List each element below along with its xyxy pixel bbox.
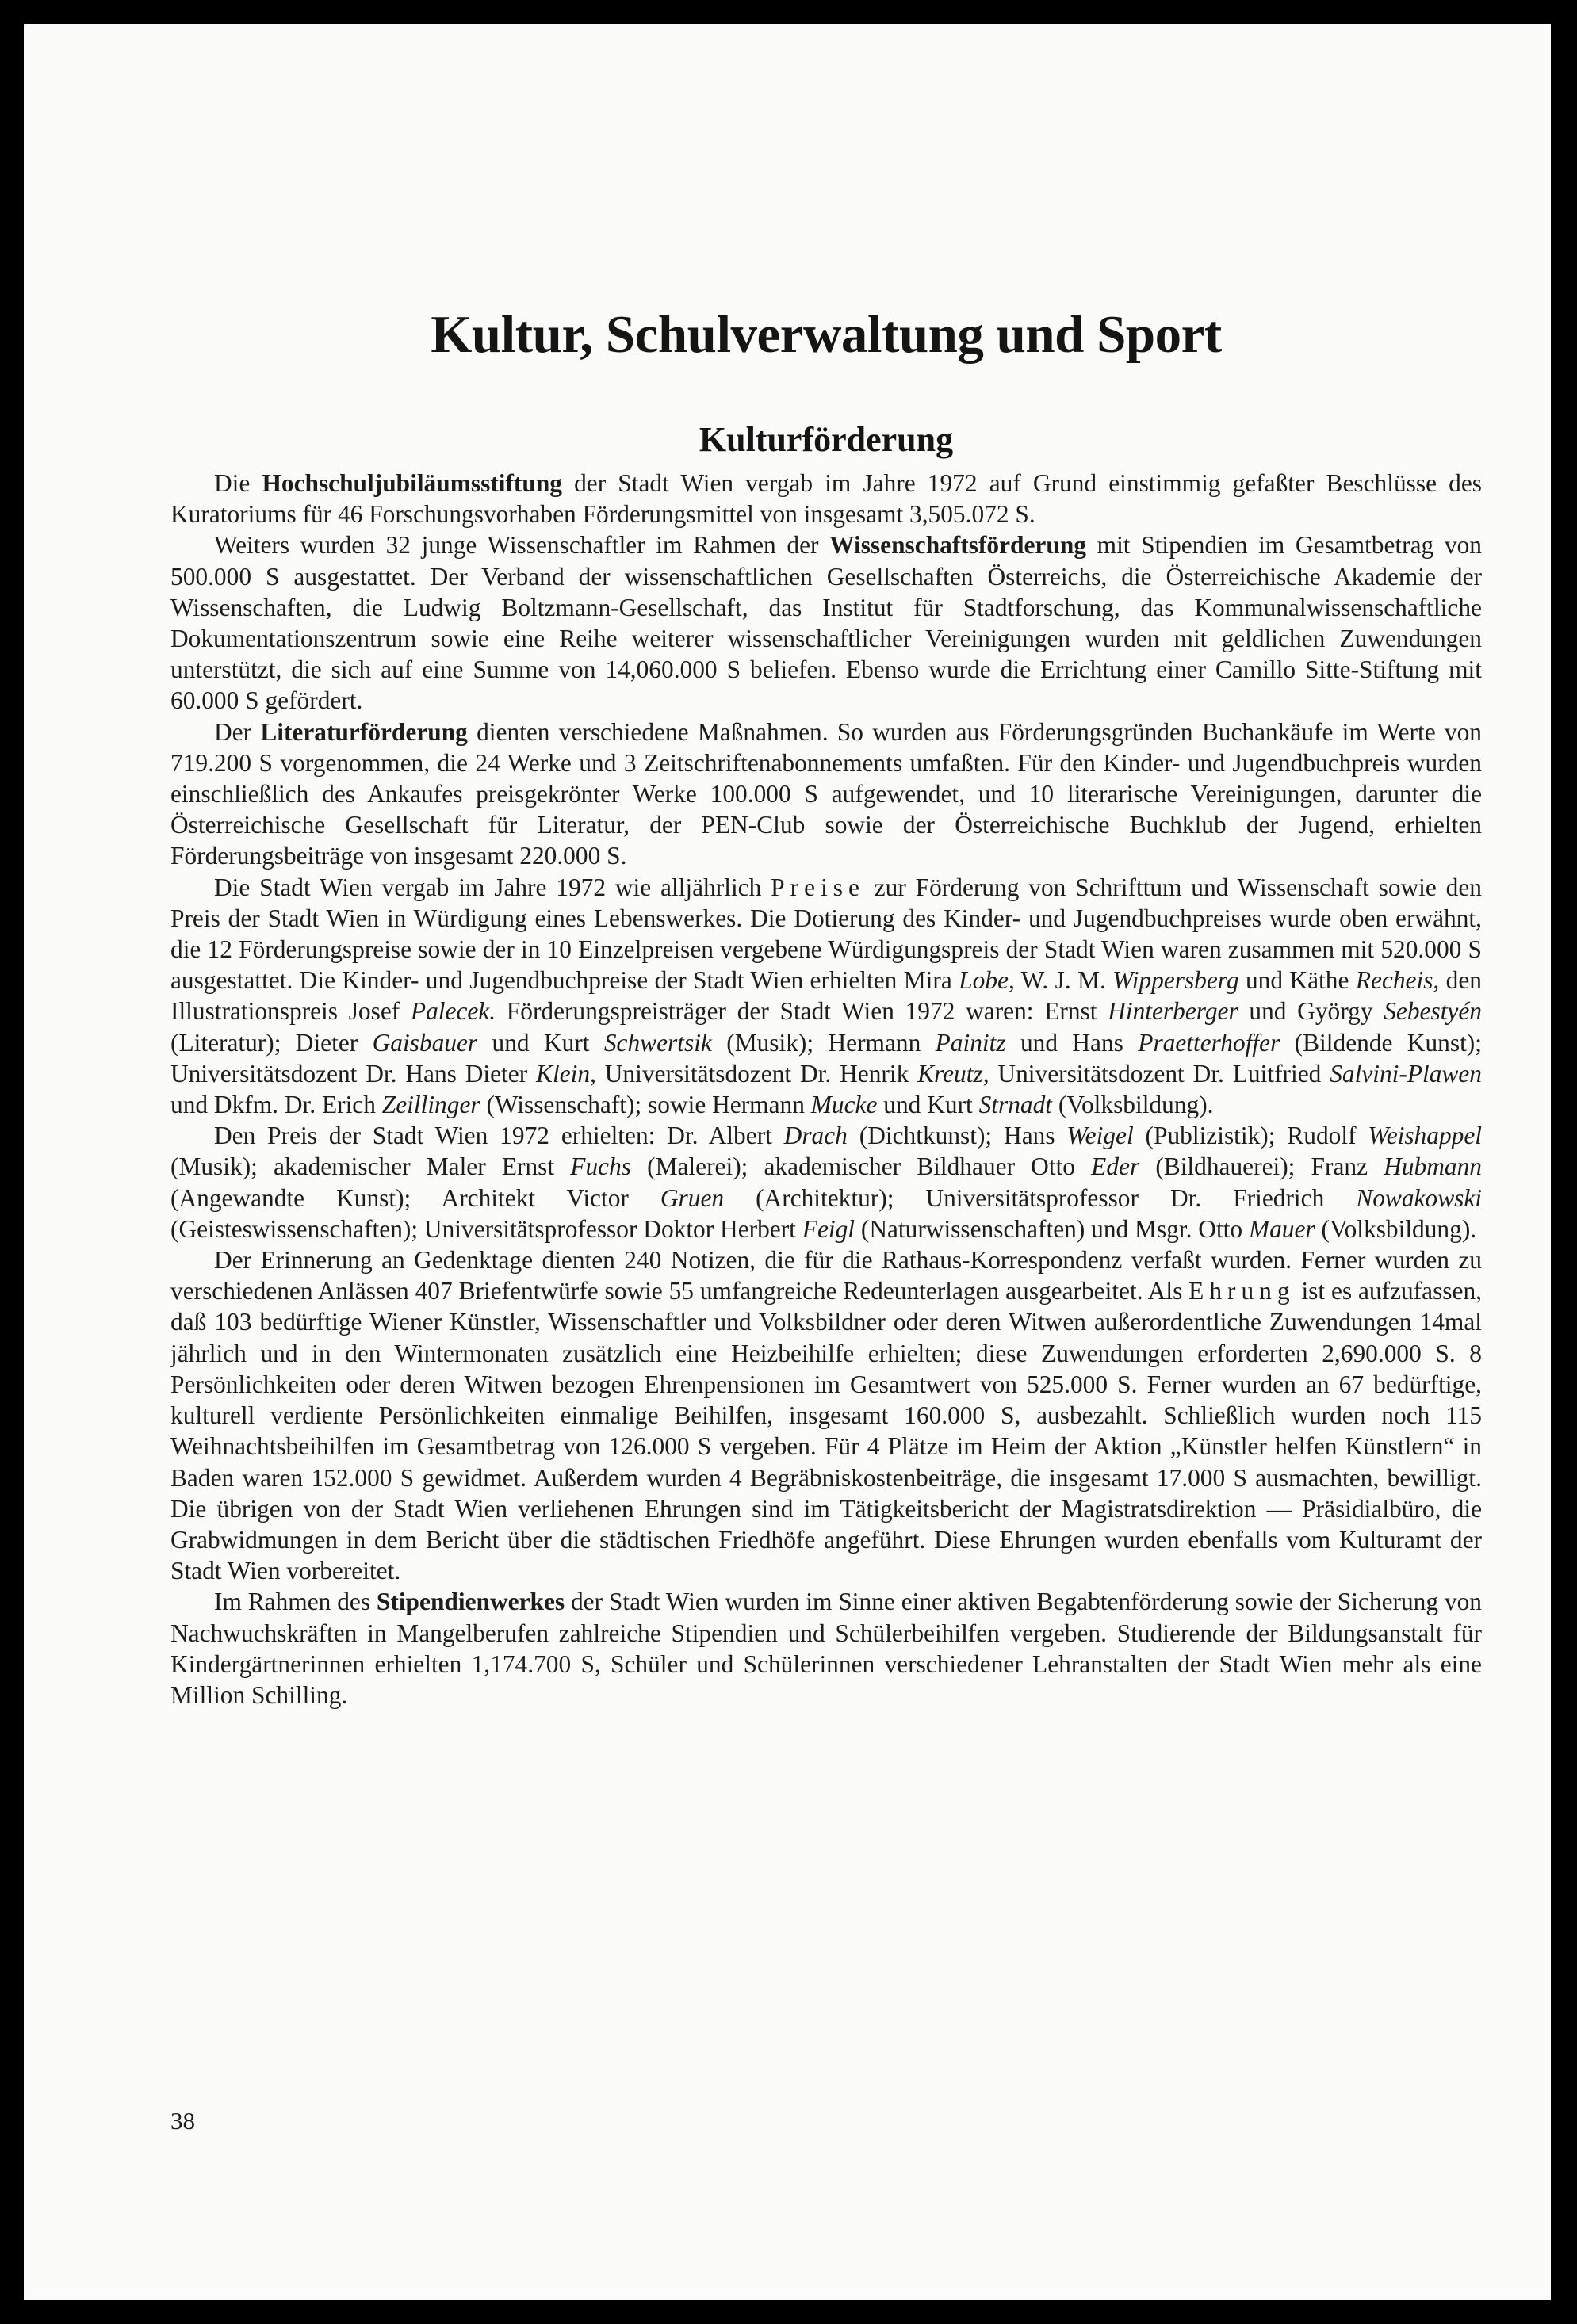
text-run: Universitätsdozent Dr. Henrik: [595, 1059, 918, 1087]
person-name: Praetterhoffer: [1138, 1028, 1280, 1057]
text-run: mit Stipendien im Gesamtbetrag von 500.000 S ausgestattet. Der Verband der wissenschaftlichen Gesellschaften Österreichs, die Österreichische Akademie der Wissenschaften, die Ludwig Boltzmann-Gesellschaft, das Institut für Stadtforschung, das Kommunalwissenschaftliche Dokumentationszentrum sowie eine Reihe weiterer wissenschaftlicher Vereinigungen wurden mit geldlichen Zuwendungen unterstützt, die sich auf eine Summe von 14,060.000 S beliefen. Ebenso wurde die Errichtung einer Camillo Sitte-Stiftung mit 60.000 S gefördert.: [170, 531, 1482, 715]
person-name: Schwertsik: [603, 1028, 712, 1057]
person-name: Mucke: [810, 1091, 878, 1119]
person-name: Strnadt: [978, 1091, 1053, 1119]
text-run: Die: [214, 469, 262, 497]
paragraph: [170, 1244, 1482, 1586]
bold-term: Literaturförderung: [260, 717, 468, 746]
text-run: Im Rahmen des: [214, 1588, 377, 1616]
text-run: und György: [1238, 997, 1384, 1026]
person-name: Salvini-Plawen: [1330, 1059, 1482, 1087]
text-run: (Bildende Kunst); Universitätsdozent Dr. Hans Dieter: [170, 1028, 1482, 1087]
text-run: Der: [214, 717, 261, 746]
person-name: Feigl: [802, 1214, 855, 1243]
person-name: Recheis,: [1355, 966, 1440, 995]
person-name: Palecek.: [410, 997, 496, 1026]
text-run: der Stadt Wien vergab im Jahre 1972 auf Grund einstimmig gefaßter Beschlüsse des Kuratoriums für 46 Forschungsvorhaben Förderungsmittel von insgesamt 3,505.072 S.: [170, 469, 1482, 529]
paragraph: [170, 872, 1482, 1121]
person-name: Kreutz,: [917, 1059, 989, 1087]
text-run: (Naturwissenschaften) und Msgr. Otto: [855, 1214, 1249, 1243]
text-run: (Wissenschaft); sowie Hermann: [480, 1091, 811, 1119]
paragraph: [170, 1586, 1482, 1711]
text-run: (Angewandte Kunst); Architekt Victor: [170, 1183, 660, 1212]
person-name: Eder: [1091, 1152, 1140, 1181]
text-run: (Bildhauerei); Franz: [1139, 1152, 1384, 1181]
text-run: und Kurt: [877, 1091, 979, 1119]
text-run: Der Erinnerung an Gedenktage dienten 240 Notizen, die für die Rathaus-Korrespondenz verfaßt wurden. Ferner wurden zu verschiedenen Anlässen 407 Briefentwürfe sowie 55 umfangreiche Redeunterlagen ausgearbeitet. Als: [170, 1246, 1482, 1305]
text-run: und Käthe: [1238, 966, 1356, 995]
text-run: Die Stadt Wien vergab im Jahre 1972 wie alljährlich: [214, 873, 771, 901]
body-text: [170, 468, 1482, 1711]
text-run: (Volksbildung).: [1052, 1091, 1214, 1119]
person-name: Lobe,: [959, 966, 1015, 995]
page-number: 38: [170, 2107, 195, 2135]
text-run: (Architektur); Universitätsprofessor Dr. Friedrich: [724, 1183, 1357, 1212]
text-run: zur Förderung von Schrifttum und Wissenschaft sowie den Preis der Stadt Wien in Würdigung eines Lebenswerkes. Die Dotierung des Kinder- und Jugendbuchpreises wurde oben erwähnt, die 12 Förderungspreise sowie der in 10 Einzelpreisen vergebene Würdigungspreis der Stadt Wien waren zusammen mit 520.000 S ausgestattet. Die Kinder- und Jugendbuchpreise der Stadt Wien erhielten Mira: [170, 873, 1483, 995]
document-page: [24, 24, 1551, 2300]
person-name: Painitz: [935, 1028, 1006, 1057]
person-name: Drach: [783, 1122, 848, 1150]
text-run: Weiters wurden 32 junge Wissenschaftler im Rahmen der: [214, 531, 830, 560]
paragraph: [170, 529, 1482, 716]
text-run: Förderungspreisträger der Stadt Wien 1972 waren: Ernst: [496, 997, 1108, 1026]
text-run: (Volksbildung).: [1315, 1214, 1477, 1243]
text-run: der Stadt Wien wurden im Sinne einer aktiven Begabtenförderung sowie der Sicherung von Nachwuchskräften in Mangelberufen zahlreiche Stipendien und Schülerbeihilfen vergeben. Studierende der Bildungsanstalt für Kindergärtnerinnen erhielten 1,174.700 S, Schüler und Schülerinnen verschiedener Lehranstalten der Stadt Wien mehr als eine Million Schilling.: [170, 1588, 1483, 1709]
person-name: Mauer: [1248, 1214, 1315, 1243]
bold-term: Wissenschaftsförderung: [829, 531, 1086, 560]
text-run: Universitätsdozent Dr. Luitfried: [989, 1059, 1330, 1087]
text-run: und Dkfm. Dr. Erich: [170, 1091, 382, 1119]
person-name: Hubmann: [1384, 1152, 1482, 1181]
text-run: und Kurt: [477, 1028, 604, 1057]
person-name: Weigel: [1066, 1122, 1134, 1150]
text-run: (Publizistik); Rudolf: [1133, 1122, 1368, 1150]
text-run: (Dichtkunst); Hans: [847, 1122, 1067, 1150]
text-run: (Literatur); Dieter: [170, 1028, 373, 1057]
person-name: Gaisbauer: [372, 1028, 478, 1057]
person-name: Hinterberger: [1108, 997, 1238, 1026]
person-name: Sebestyén: [1384, 997, 1482, 1026]
bold-term: Stipendienwerkes: [376, 1588, 565, 1616]
text-run: dienten verschiedene Maßnahmen. So wurden aus Förderungsgründen Buchankäufe im Werte von 719.200 S vorgenommen, die 24 Werke und 3 Zeitschriftenabonnements umfaßten. Für den Kinder- und Jugendbuchpreis wurden einschließlich des Ankaufes preisgekrönter Werke 100.000 S aufgewendet, und 10 literarische Vereinigungen, darunter die Österreichische Gesellschaft für Literatur, der PEN-Club sowie der Österreichische Buchklub der Jugend, erhielten Förderungsbeiträge von insgesamt 220.000 S.: [170, 717, 1482, 870]
paragraph: [170, 717, 1482, 872]
text-run: den Illustrationspreis Josef: [170, 966, 1482, 1026]
page-title: Kultur, Schulverwaltung und Sport: [431, 305, 1222, 364]
text-run: Den Preis der Stadt Wien 1972 erhielten: Dr. Albert: [214, 1122, 784, 1150]
spaced-term: Ehrung: [1188, 1277, 1296, 1305]
text-run: (Malerei); akademischer Bildhauer Otto: [630, 1152, 1092, 1181]
person-name: Nowakowski: [1356, 1183, 1482, 1212]
paragraph: [170, 1120, 1482, 1244]
text-run: W. J. M.: [1014, 966, 1113, 995]
paragraph: [170, 468, 1482, 529]
text-run: und Hans: [1005, 1028, 1139, 1057]
section-title: Kulturförderung: [699, 420, 954, 459]
spaced-term: Preise: [771, 873, 865, 901]
person-name: Gruen: [660, 1183, 725, 1212]
person-name: Klein,: [536, 1059, 596, 1087]
text-run: (Musik); Hermann: [711, 1028, 936, 1057]
person-name: Zeillinger: [381, 1091, 480, 1119]
text-run: (Geisteswissenschaften); Universitätsprofessor Doktor Herbert: [170, 1214, 802, 1243]
bold-term: Hochschuljubiläumsstiftung: [262, 469, 562, 497]
person-name: Wippersberg: [1112, 966, 1239, 995]
person-name: Weishappel: [1368, 1122, 1482, 1150]
text-run: ist es aufzufassen, daß 103 bedürftige Wiener Künstler, Wissenschaftler und Volksbildner oder deren Witwen außerordentliche Zuwendungen 14mal jährlich und in den Wintermonaten zusätzlich eine Heizbeihilfe erhielten; diese Zuwendungen erforderten 2,690.000 S. 8 Persönlichkeiten oder deren Witwen bezogen Ehrenpensionen im Gesamtwert von 525.000 S. Ferner wurden an 67 bedürftige, kulturell verdiente Persönlichkeiten einmalige Beihilfen, insgesamt 160.000 S, ausbezahlt. Schließlich wurden noch 115 Weihnachtsbeihilfen im Gesamtbetrag von 126.000 S vergeben. Für 4 Plätze im Heim der Aktion „Künstler helfen Künstlern“ in Baden waren 152.000 S gewidmet. Außerdem wurden 4 Begräbniskostenbeiträge, die insgesamt 17.000 S ausmachten, bewilligt. Die übrigen von der Stadt Wien verliehenen Ehrungen sind im Tätigkeitsbericht der Magistratsdirektion — Präsidialbüro, die Grabwidmungen in dem Bericht über die städtischen Friedhöfe angeführt. Diese Ehrungen wurden ebenfalls vom Kulturamt der Stadt Wien vorbereitet.: [170, 1277, 1482, 1585]
person-name: Fuchs: [570, 1152, 631, 1181]
text-run: (Musik); akademischer Maler Ernst: [170, 1152, 571, 1181]
